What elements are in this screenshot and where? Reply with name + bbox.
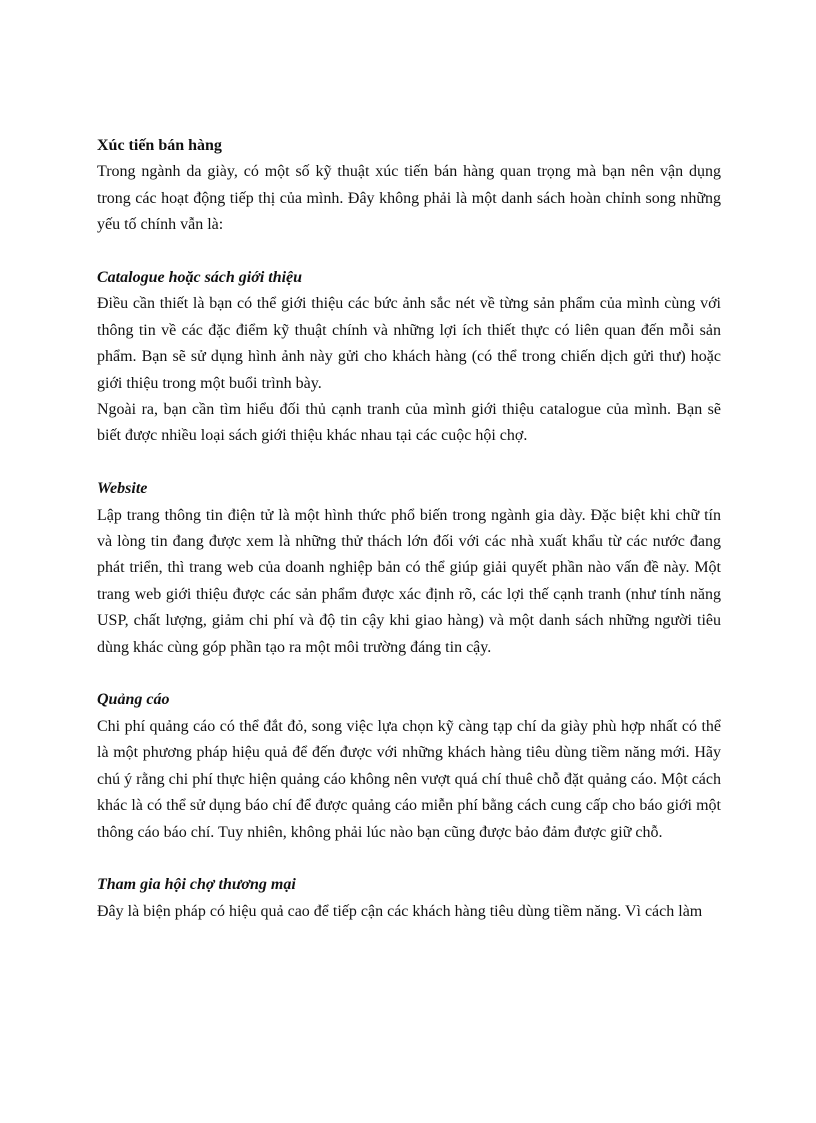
section-paragraph: Chi phí quảng cáo có thể đắt đỏ, song việc lựa chọn kỹ càng tạp chí da giày phù hợp nhất có thể là một phương pháp hiệu quả để đến được với những khách hàng tiêu dùng tiềm năng mới. Hãy chú ý rằng chi phí thực hiện quảng cáo không nên vượt quá chí thuê chỗ đặt quảng cáo. Một cách khác là có thể sử dụng báo chí để được quảng cáo miễn phí bằng cách cung cấp cho báo giới một thông cáo báo chí. Tuy nhiên, không phải lúc nào bạn cũng được bảo đảm được giữ chỗ. — [97, 717, 721, 841]
document-title: Xúc tiến bán hàng — [97, 137, 222, 154]
section-paragraph: Ngoài ra, bạn cần tìm hiểu đối thủ cạnh tranh của mình giới thiệu catalogue của mình. Bạn sẽ biết được nhiều loại sách giới thiệu khác nhau tại các cuộc hội chợ. — [97, 401, 721, 445]
spacer — [97, 661, 721, 687]
section-paragraph: Lập trang thông tin điện tử là một hình thức phổ biến trong ngành gia dày. Đặc biệt khi chữ tín và lòng tin đang được xem là những thử thách lớn đối với các nhà xuất khẩu từ các nước đang phát triển, thì trang web của doanh nghiệp bản có thể giúp giải quyết phần nào vấn đề này. Một trang web giới thiệu được các sản phẩm được xác định rõ, các lợi thế cạnh tranh (như tính năng USP, chất lượng, giảm chi phí và độ tin cậy khi giao hàng) và một danh sách những người tiêu dùng khác cùng góp phần tạo ra một môi trường đáng tin cậy. — [97, 506, 721, 656]
document-page — [97, 133, 721, 925]
section-paragraph: Đây là biện pháp có hiệu quả cao để tiếp cận các khách hàng tiêu dùng tiềm năng. Vì cách làm — [97, 902, 703, 920]
spacer — [97, 846, 721, 872]
section-paragraph: Điều cần thiết là bạn có thể giới thiệu các bức ảnh sắc nét về từng sản phẩm của mình cùng với thông tin về các đặc điểm kỹ thuật chính và những lợi ích thiết thực có liên quan đến mỗi sản phẩm. Bạn sẽ sử dụng hình ảnh này gửi cho khách hàng (có thể trong chiến dịch gửi thư) hoặc giới thiệu trong một buổi trình bày. — [97, 295, 721, 392]
section-heading-advertising: Quảng cáo — [97, 691, 170, 709]
intro-paragraph: Trong ngành da giày, có một số kỹ thuật xúc tiến bán hàng quan trọng mà bạn nên vận dụng trong các hoạt động tiếp thị của mình. Đây không phải là một danh sách hoàn chỉnh song những yếu tố chính vẫn là: — [97, 163, 721, 234]
spacer — [97, 450, 721, 476]
section-heading-trade-fair: Tham gia hội chợ thương mại — [97, 876, 296, 894]
spacer — [97, 239, 721, 265]
section-heading-website: Website — [97, 480, 148, 498]
section-heading-catalogue: Catalogue hoặc sách giới thiệu — [97, 269, 303, 287]
